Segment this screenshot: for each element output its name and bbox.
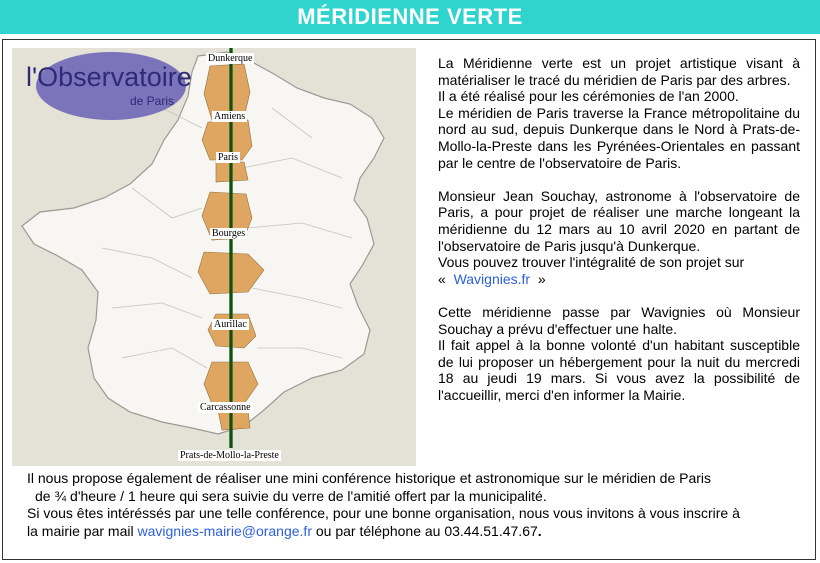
line4-prefix: la mairie par mail — [27, 522, 134, 539]
bottom-line2: de ¾ d'heure / 1 heure qui sera suivie du verre de l'amitié offert par la municipalité. — [35, 487, 547, 504]
city-label-aurillac: Aurillac — [214, 319, 247, 330]
link-line — [438, 271, 800, 288]
city-label-dunkerque: Dunkerque — [208, 53, 253, 64]
logo-brand: l'Observatoire — [26, 62, 192, 92]
title-banner — [0, 0, 820, 34]
quote-close: » — [537, 270, 546, 287]
quote-open: « — [438, 270, 446, 287]
para2-line2: Vous pouvez trouver l'intégralité de son projet sur — [438, 254, 745, 271]
right-text-column — [438, 55, 800, 403]
city-label-amiens: Amiens — [214, 111, 246, 122]
meridian-map — [12, 48, 416, 466]
para1-line3: Le méridien de Paris traverse la France métropolitaine du nord au sud, depuis Dunkerque dans le Nord à Prats-de-Mollo-la-Preste dans les Pyrénées-Orientales en passant par le centre de l'observatoire de Paris. — [438, 104, 800, 171]
bottom-line1: Il nous propose également de réaliser une mini conférence historique et astronomique sur le méridien de Paris — [27, 470, 712, 486]
city-label-paris: Paris — [218, 152, 238, 163]
logo-subtitle: de Paris — [130, 94, 175, 108]
bottom-line3: Si vous êtes intéréssés par une telle conférence, pour une bonne organisation, nous vous invitons à vous inscrire à — [27, 505, 740, 521]
city-label-carcassonne: Carcassonne — [200, 402, 251, 413]
para1-line1: La Méridienne verte est un projet artistique visant à matérialiser le tracé du méridien de Paris par des arbres. — [438, 55, 800, 88]
para3-line1: Cette méridienne passe par Wavignies où Monsieur Souchay a prévu d'effectuer une halte. — [438, 303, 800, 337]
observatoire-logo — [26, 52, 196, 122]
bottom-text — [27, 470, 803, 540]
wavignies-link[interactable]: Wavignies.fr — [453, 270, 531, 287]
bottom-line4 — [27, 523, 803, 541]
city-label-bourges: Bourges — [212, 228, 246, 239]
para1-line2: Il a été réalisé pour les cérémonies de l'an 2000. — [438, 88, 739, 105]
city-label-prats: Prats-de-Mollo-la-Preste — [180, 450, 279, 461]
page-title: MÉRIDIENNE VERTE — [297, 4, 523, 29]
phone-number: 03.44.51.47.67 — [444, 522, 538, 539]
line4-mid: ou par téléphone au — [315, 522, 441, 539]
line4-end: . — [537, 522, 542, 539]
para2-line1: Monsieur Jean Souchay, astronome à l'observatoire de Paris, a pour projet de réaliser une marche longeant la méridienne du 12 mars au 10 avril 2020 en partant de l'observatoire de Paris jusqu'à Dunkerque. — [438, 187, 800, 254]
email-link[interactable]: wavignies-mairie@orange.fr — [137, 522, 312, 539]
para3-line2: Il fait appel à la bonne volonté d'un habitant susceptible de lui proposer un hébergement pour la nuit du mercredi 18 au jeudi 19 mars. Si vous avez la possibilité de l'accueillir, merci d'en informer la Mairie. — [438, 337, 800, 403]
